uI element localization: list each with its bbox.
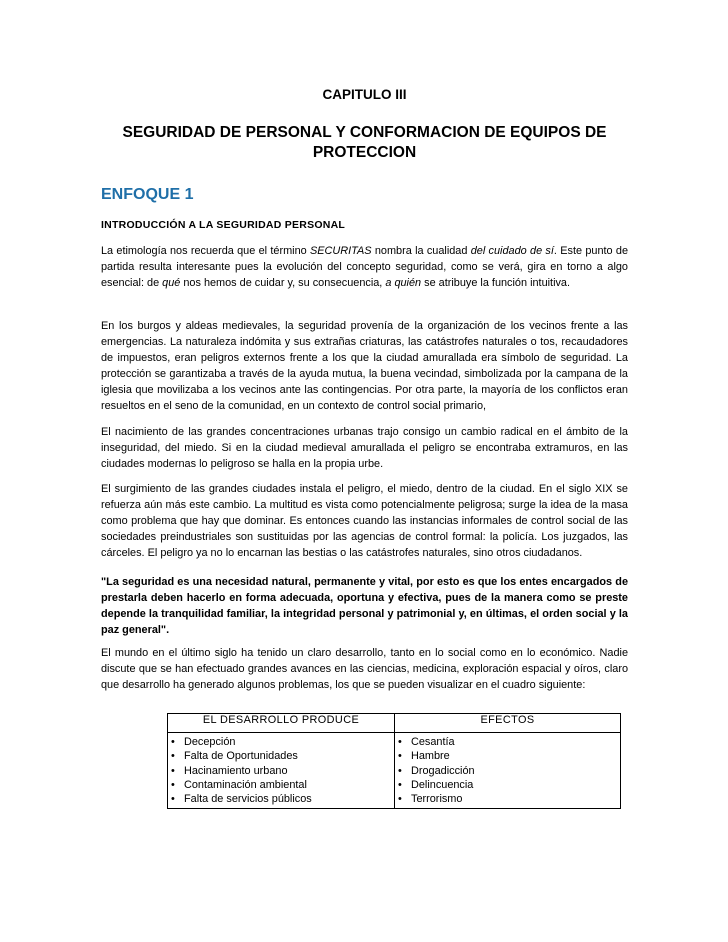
header-effects: EFECTOS [395, 714, 621, 733]
list-item [395, 749, 620, 763]
list-item [168, 778, 394, 792]
list-item [395, 764, 620, 778]
list-item-text: Decepción [184, 736, 236, 748]
subheading: INTRODUCCIÓN A LA SEGURIDAD PERSONAL [101, 219, 346, 231]
list-item-text: Contaminación ambiental [184, 778, 307, 791]
paragraph-quote: "La seguridad es una necesidad natural, permanente y vital, por esto es que los entes encargados de prestarla deben hacerlo en forma adecuada, oportuna y efectiva, pues de la manera como se preste depende la tranquilidad familiar, la integridad personal y patrimonial y, en últimas, el orden social y la paz general". [101, 576, 628, 636]
list-item [168, 749, 394, 763]
list-item-text: Falta de Oportunidades [184, 750, 298, 763]
table-header-row [168, 714, 621, 733]
text-run-italic: SECURITAS [310, 245, 372, 257]
paragraph-medieval: En los burgos y aldeas medievales, la seguridad provenía de la organización de los vecinos frente a las emergencias. La naturaleza indómita y sus extrañas criaturas, las catástrofes naturales o tos, recaudadores de impuestos, eran peligros externos frente a los que la ciudad amurallada era símbolo de seguridad. La protección se garantizaba a través de la ayuda mutua, la buena vecindad, simbolizada por la campana de la iglesia que movilizaba a los vecinos ante las contingencias. Por otra parte, la mayoría de los conflictos eran resueltos en el seno de la comunidad, en un contexto de control social primario, [101, 320, 628, 412]
bullet-icon: • [398, 764, 402, 777]
text-run: . Este punto de partida resulta interesante pues la evolución del concepto seguridad, como se verá, gira en torno a algo esencial: de [101, 245, 629, 289]
section-heading: ENFOQUE 1 [101, 186, 194, 203]
document-title [101, 123, 628, 163]
effects-cell [395, 733, 621, 809]
list-item-text: Hambre [411, 750, 450, 763]
paragraph-cities: El surgimiento de las grandes ciudades instala el peligro, el miedo, dentro de la ciudad. En el siglo XIX se refuerza aún más este cambio. La multitud es vista como potencialmente peligrosa; surge la idea de la masa como problema que hay que dominar. Es entonces cuando las instancias informales de control social de las sociedades preindustriales son sustituidas por las agencias de control formal: la policía. Los juzgados, las cárceles. El peligro ya no lo encarnan las bestias o las catástrofes naturales, sino otros ciudadanos. [101, 483, 628, 559]
bullet-icon: • [398, 778, 402, 791]
list-item-text: Delincuencia [411, 778, 474, 791]
header-development: EL DESARROLLO PRODUCE [168, 714, 395, 733]
bullet-icon: • [398, 736, 402, 748]
paragraph-development: El mundo en el último siglo ha tenido un claro desarrollo, tanto en lo social como en lo económico. Nadie discute que se han efectuado grandes avances en las ciencias, medicina, exploración espacial y oíros, claro que desarrollo ha generado algunos problemas, los que se pueden visualizar en el cuadro siguiente: [101, 647, 628, 691]
list-item-text: Drogadicción [411, 764, 475, 777]
bullet-icon: • [171, 793, 175, 806]
bullet-icon: • [398, 750, 402, 763]
bullet-icon: • [171, 778, 175, 791]
bullet-icon: • [398, 793, 402, 806]
bullet-icon: • [171, 750, 175, 763]
development-list [168, 735, 394, 806]
text-run: se atribuye la función intuitiva. [421, 277, 571, 289]
list-item-text: Terrorismo [411, 793, 463, 806]
list-item [395, 792, 620, 806]
list-item [168, 735, 394, 749]
list-item [395, 735, 620, 749]
text-run-italic: qué [162, 277, 181, 289]
bullet-icon: • [171, 736, 175, 748]
text-run: La etimología nos recuerda que el término [101, 245, 310, 257]
paragraph-urban: El nacimiento de las grandes concentraciones urbanas trajo consigo un cambio radical en el ámbito de la inseguridad, del miedo. Si en la ciudad medieval amurallada el peligro se encontraba extramuros, en las ciudades modernas lo peligroso se halla en la propia urbe. [101, 426, 628, 470]
list-item-text: Falta de servicios públicos [184, 793, 312, 806]
table-row [168, 733, 621, 809]
list-item [395, 778, 620, 792]
text-run-italic: a quién [385, 277, 422, 289]
text-run: nombra la cualidad [371, 245, 471, 257]
list-item-text: Cesantía [411, 736, 455, 748]
text-run: nos hemos de cuidar y, su consecuencia, [180, 277, 386, 289]
list-item [168, 792, 394, 806]
chapter-heading: CAPITULO III [322, 87, 407, 102]
title-line-1: SEGURIDAD DE PERSONAL Y CONFORMACION DE EQUIPOS DE [122, 124, 607, 141]
bullet-icon: • [171, 764, 175, 777]
list-item [168, 764, 394, 778]
development-effects-table [167, 713, 621, 809]
text-run-italic: del cuidado de sí [470, 245, 554, 257]
effects-list [395, 735, 620, 806]
development-cell [168, 733, 395, 809]
paragraph-etymology [101, 243, 628, 291]
title-line-2: PROTECCION [312, 144, 417, 161]
list-item-text: Hacinamiento urbano [184, 764, 288, 777]
